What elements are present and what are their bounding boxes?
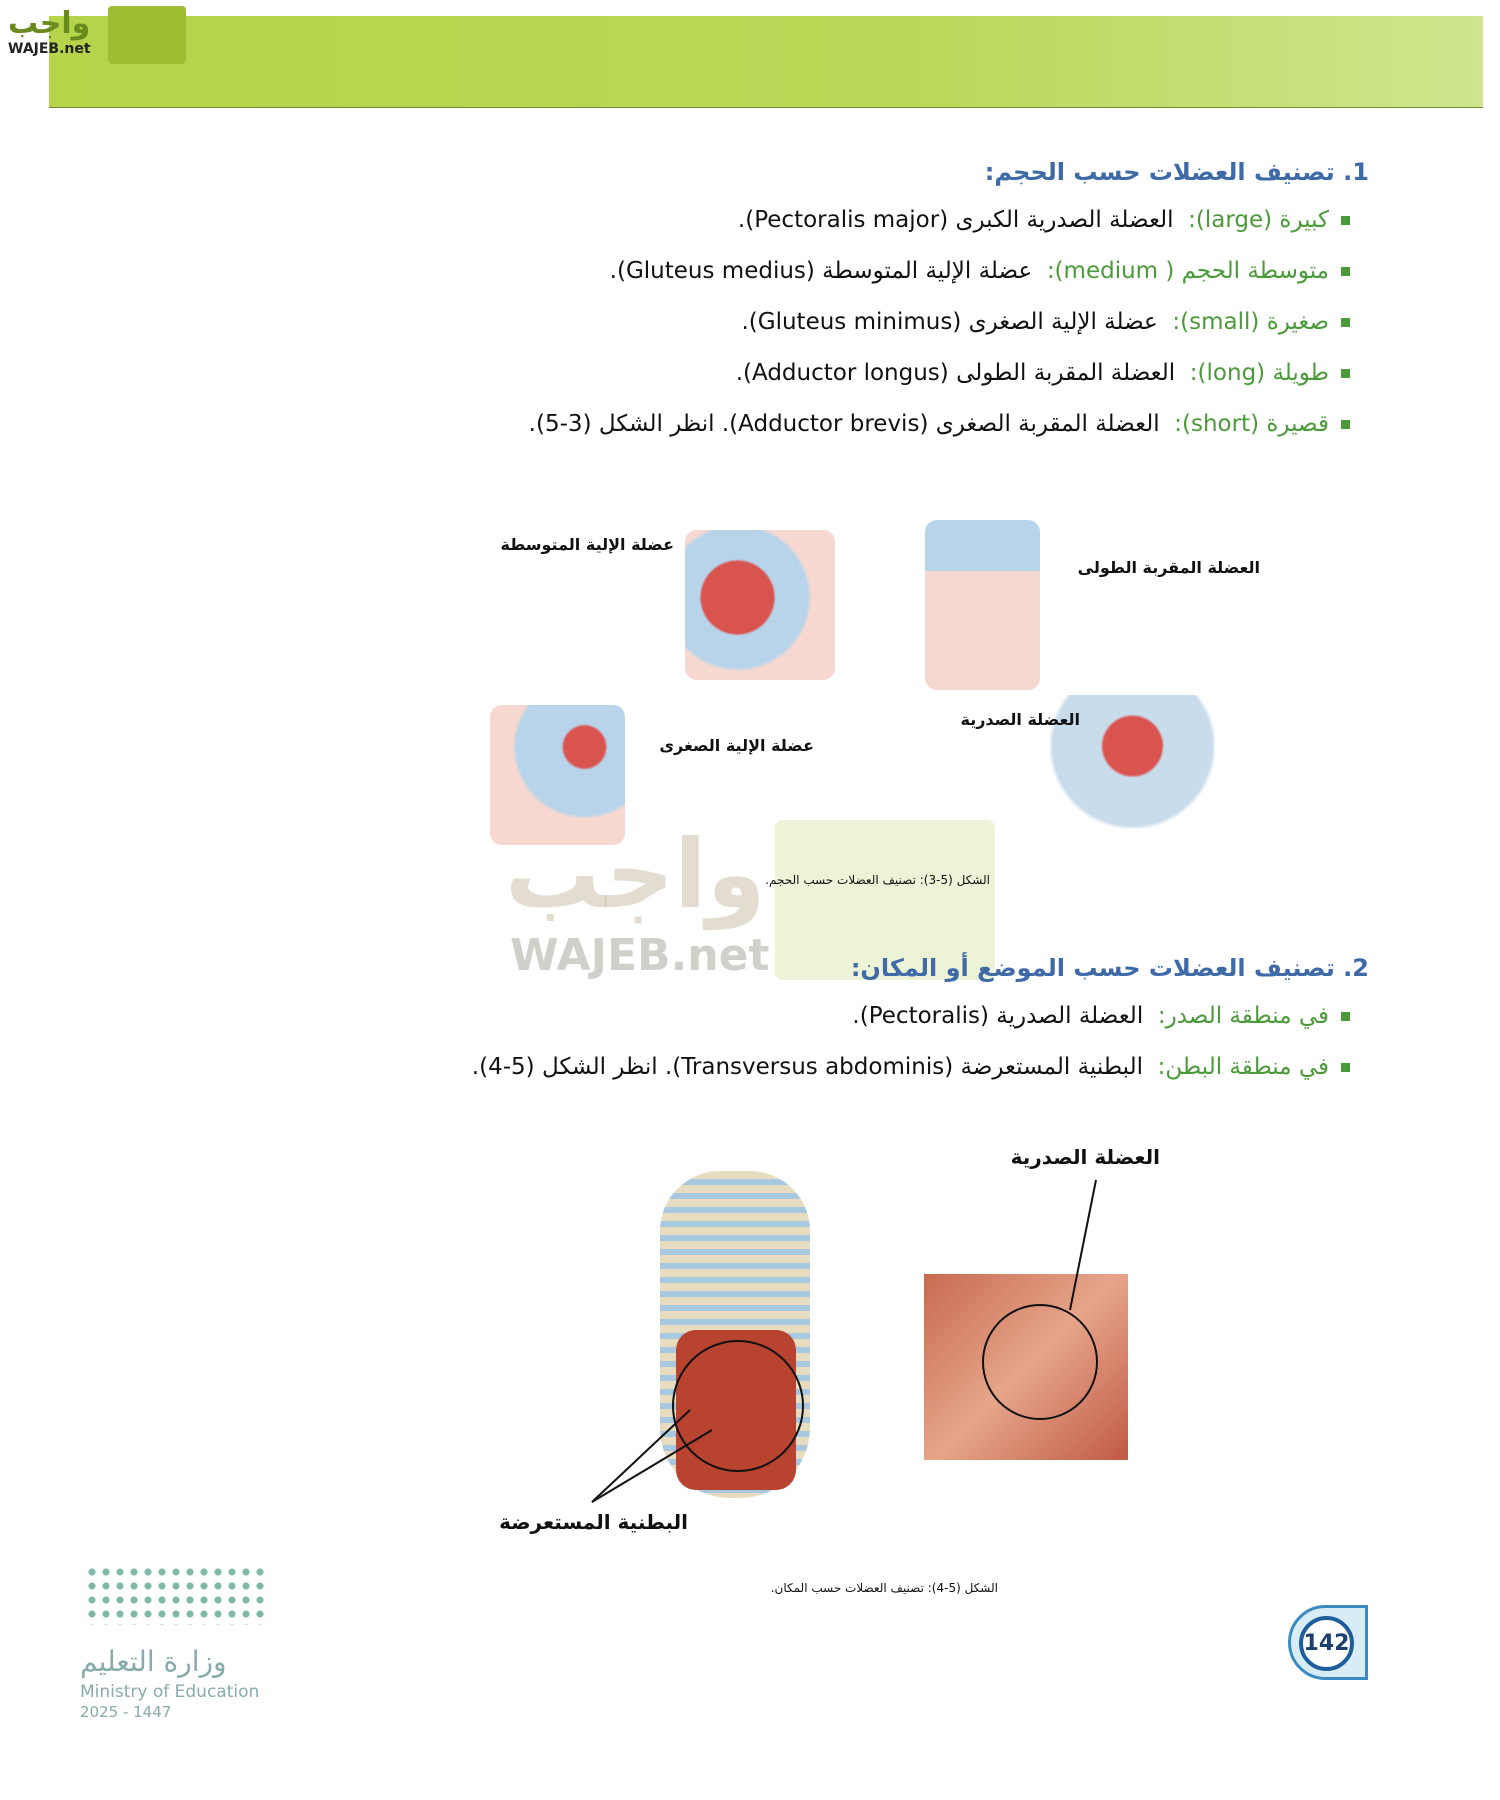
ministry-name-ar: وزارة التعليم (80, 1645, 227, 1678)
list-item: قصيرة (short): العضلة المقربة الصغرى (Adductor brevis). انظر الشكل (3-5). (529, 411, 1350, 437)
watermark-ar: واجب (505, 820, 766, 930)
ministry-logo-icon (85, 1565, 265, 1625)
figure2-caption: الشكل (5-4): تصنيف العضلات حسب المكان. (770, 1581, 998, 1595)
label-adductor-longus: العضلة المقربة الطولى (1077, 558, 1260, 577)
label-pectoral: العضلة الصدرية (960, 710, 1080, 729)
label-gluteus-medius: عضلة الإلية المتوسطة (500, 535, 674, 554)
list-item: كبيرة (large): العضلة الصدرية الكبرى (Pectoralis major). (738, 207, 1350, 233)
figure1-caption: الشكل (5-3): تصنيف العضلات حسب الحجم. (765, 873, 990, 887)
section2-heading: 2. تصنيف العضلات حسب الموضع أو المكان: (850, 954, 1369, 982)
label-transversus: البطنية المستعرضة (499, 1510, 688, 1534)
ministry-name-en: Ministry of Education (80, 1682, 260, 1702)
year: 2025 - 1447 (80, 1703, 172, 1721)
list-item: في منطقة الصدر: العضلة الصدرية (Pectoralis). (852, 1003, 1350, 1029)
list-item: صغيرة (small): عضلة الإلية الصغرى (Gluteus minimus). (741, 309, 1350, 335)
page-number: 142 (1299, 1616, 1354, 1671)
list-item: في منطقة البطن: البطنية المستعرضة (Transversus abdominis). انظر الشكل (5-4). (472, 1054, 1350, 1080)
label-pectoral-2: العضلة الصدرية (1010, 1145, 1160, 1169)
label-gluteus-minimus: عضلة الإلية الصغرى (659, 736, 814, 755)
list-item: متوسطة الحجم ( medium): عضلة الإلية المتوسطة (Gluteus medius). (610, 258, 1350, 284)
list-item: طويلة (long): العضلة المقربة الطولى (Adductor longus). (736, 360, 1350, 386)
page-number-badge (1288, 1605, 1368, 1680)
wajeb-logo: واجب WAJEB.net (8, 6, 91, 57)
section1-heading: 1. تصنيف العضلات حسب الحجم: (984, 158, 1369, 186)
watermark-en: WAJEB.net (510, 930, 770, 981)
